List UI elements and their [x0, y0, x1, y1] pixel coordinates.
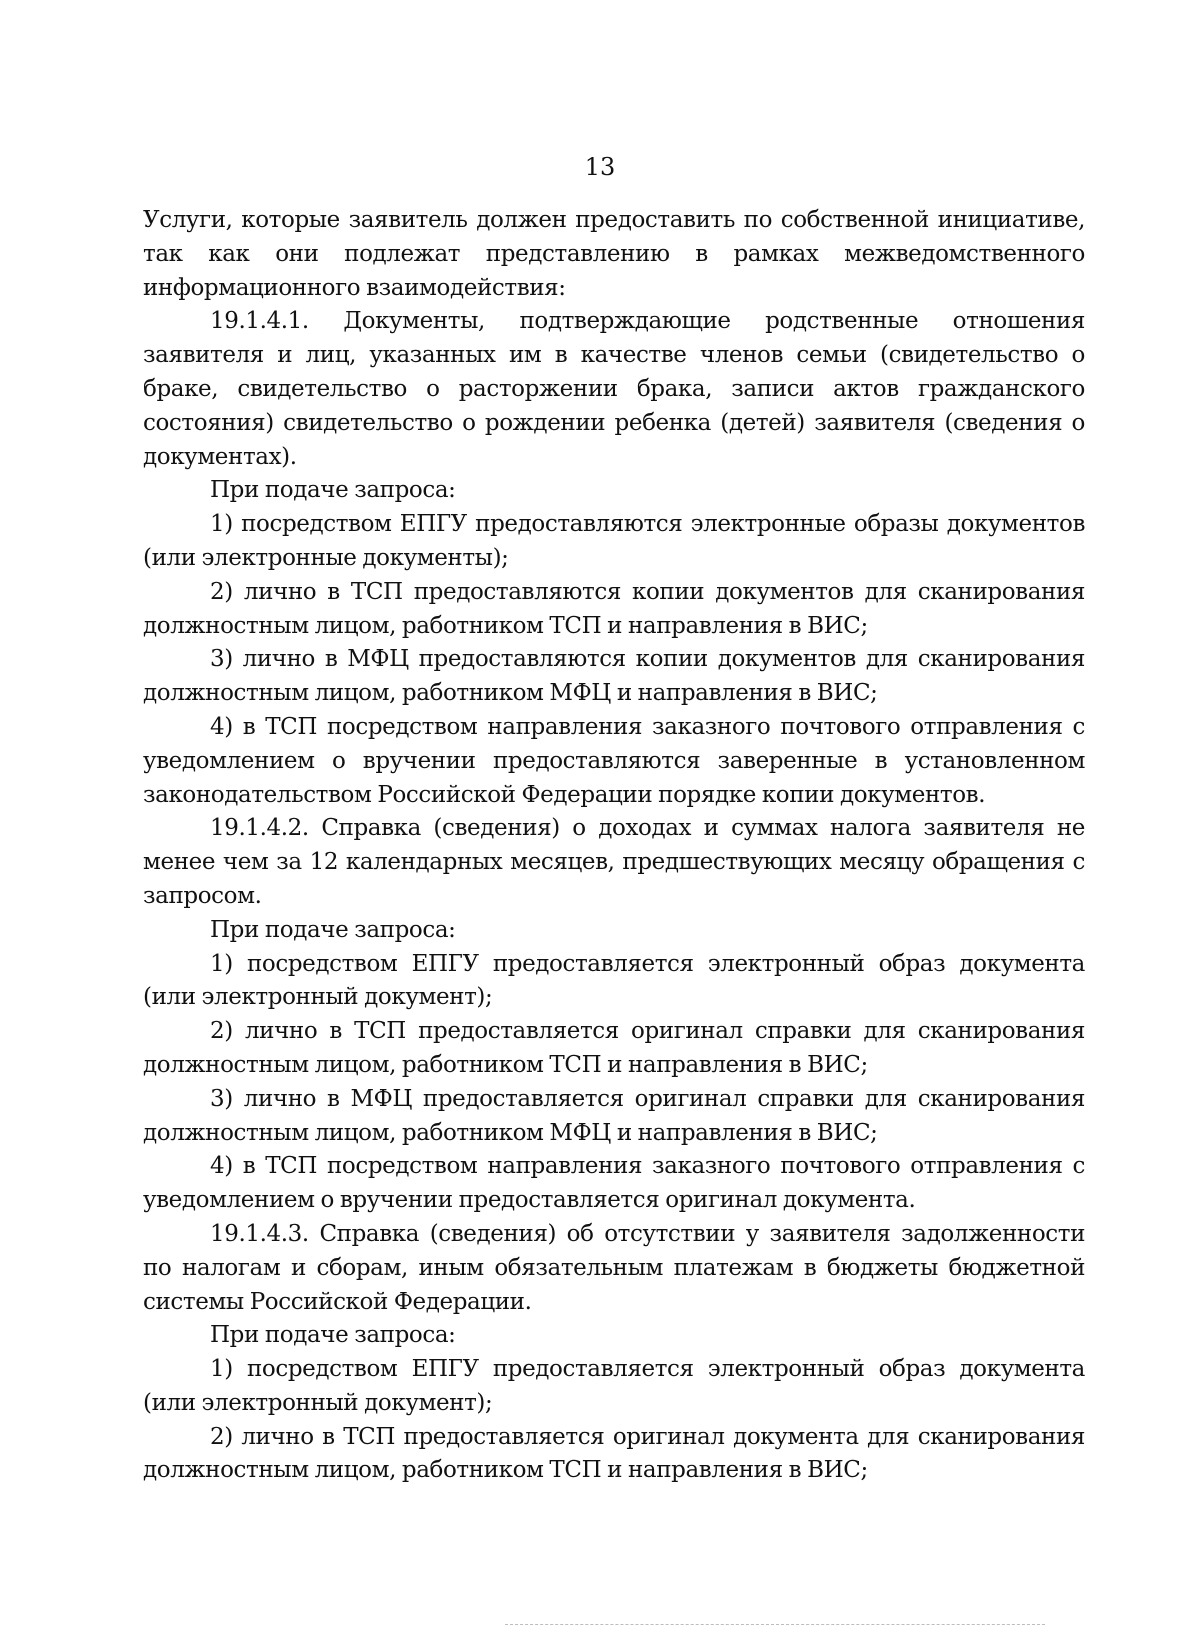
document-body — [143, 204, 1085, 1488]
paragraph-clause-19-1-4-3: 19.1.4.3. Справка (сведения) об отсутствии у заявителя задолженности по налогам и сборам, иным обязательным платежам в бюджеты бюджетной системы Российской Федерации. — [143, 1220, 1085, 1315]
paragraph-clause-19-1-4-2: 19.1.4.2. Справка (сведения) о доходах и суммах налога заявителя не менее чем за 12 календарных месяцев, предшествующих месяцу обращения с запросом. — [143, 815, 1085, 909]
paragraph-list-item: 2) лично в ТСП предоставляется оригинал справки для сканирования должностным лицом, работником ТСП и направления в ВИС; — [143, 1018, 1085, 1078]
paragraph-list-item: 1) посредством ЕПГУ предоставляется электронный образ документа (или электронный документ); — [143, 1356, 1085, 1416]
paragraph-intro: Услуги, которые заявитель должен предоставить по собственной инициативе, так как они подлежат представлению в рамках межведомственного информационного взаимодействия: — [143, 207, 1085, 301]
paragraph-list-item: 2) лично в ТСП предоставляются копии документов для сканирования должностным лицом, работником ТСП и направления в ВИС; — [143, 578, 1085, 639]
paragraph-request-submission-heading: При подаче запроса: — [210, 477, 456, 504]
page-number: 13 — [584, 153, 616, 181]
paragraph-clause-19-1-4-1: 19.1.4.1. Документы, подтверждающие родственные отношения заявителя и лиц, указанных им в качестве членов семьи (свидетельство о браке, свидетельство о расторжении брака, записи актов гражданского состояния) свидетельство о рождении ребенка (детей) заявителя (сведения о документах). — [143, 308, 1085, 470]
paragraph-list-item: 3) лично в МФЦ предоставляется оригинал справки для сканирования должностным лицом, работником МФЦ и направления в ВИС; — [143, 1085, 1085, 1146]
paragraph-list-item: 1) посредством ЕПГУ предоставляются электронные образы документов (или электронные документы); — [143, 511, 1085, 571]
paragraph-list-item: 1) посредством ЕПГУ предоставляется электронный образ документа (или электронный документ); — [143, 950, 1085, 1011]
paragraph-list-item: 4) в ТСП посредством направления заказного почтового отправления с уведомлением о вручении предоставляется оригинал документа. — [143, 1153, 1085, 1214]
paragraph-list-item: 2) лично в ТСП предоставляется оригинал документа для сканирования должностным лицом, работником ТСП и направления в ВИС; — [143, 1423, 1085, 1484]
scan-edge-line — [505, 1624, 1045, 1625]
paragraph-list-item: 4) в ТСП посредством направления заказного почтового отправления с уведомлением о вручении предоставляются заверенные в установленном законодательством Российской Федерации порядке копии документов. — [143, 713, 1085, 808]
paragraph-list-item: 3) лично в МФЦ предоставляются копии документов для сканирования должностным лицом, работником МФЦ и направления в ВИС; — [143, 646, 1085, 707]
paragraph-request-submission-heading: При подаче запроса: — [210, 916, 456, 943]
paragraph-request-submission-heading: При подаче запроса: — [210, 1322, 456, 1349]
